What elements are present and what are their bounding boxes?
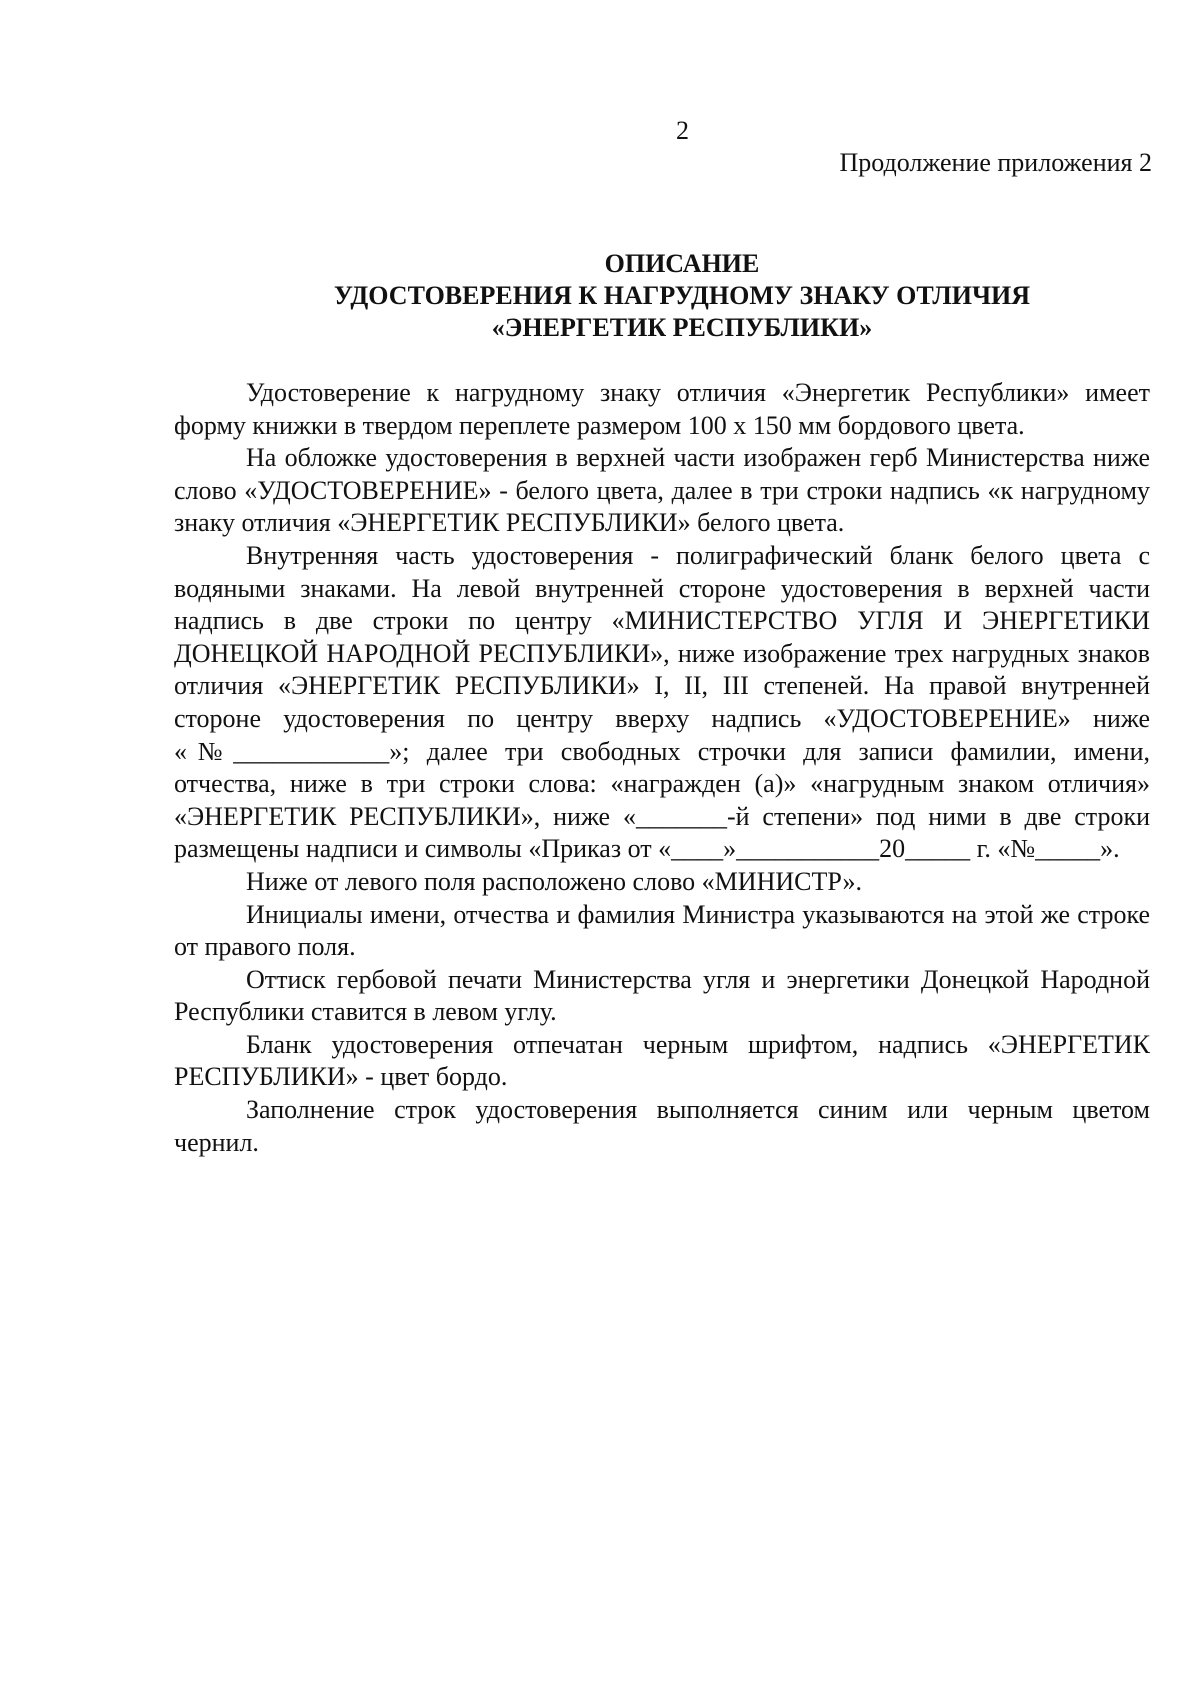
paragraph-print-color: Бланк удостоверения отпечатан черным шрифтом, надпись «ЭНЕРГЕТИК РЕСПУБЛИКИ» - цвет бордо. xyxy=(174,1029,1150,1092)
paragraph-ink-color: Заполнение строк удостоверения выполняется синим или черным цветом чернил. xyxy=(174,1095,1150,1157)
title-line-2: УДОСТОВЕРЕНИЯ К НАГРУДНОМУ ЗНАКУ ОТЛИЧИЯ xyxy=(333,281,1031,310)
paragraph-inner-part: Внутренняя часть удостоверения - полиграфический бланк белого цвета с водяными знаками. На левой внутренней стороне удостоверения в верхней части надпись в две строки по центру «МИНИСТЕРСТВО УГЛЯ И ЭНЕРГЕТИКИ ДОНЕЦКОЙ НАРОДНОЙ РЕСПУБЛИКИ», ниже изображение трех нагрудных знаков отличия «ЭНЕРГЕТИК РЕСПУБЛИКИ» I, II, III степеней. На правой внутренней стороне удостоверения по центру вверху надпись «УДОСТОВЕРЕНИЕ» ниже «№____________»; далее три свободных строчки для записи фамилии, имени, отчества, ниже в три строки слова: «награжден (а)» «нагрудным знаком отличия» «ЭНЕРГЕТИК РЕСПУБЛИКИ», ниже «_______-й степени» под ними в две строки размещены надписи и символы «Приказ от «____»___________20_____ г. «№_____». xyxy=(174,540,1150,864)
paragraph-minister-word: Ниже от левого поля расположено слово «МИНИСТР». xyxy=(246,866,862,896)
title-line-3: «ЭНЕРГЕТИК РЕСПУБЛИКИ» xyxy=(491,313,873,342)
paragraph-cover: На обложке удостоверения в верхней части изображен герб Министерства ниже слово «УДОСТОВЕРЕНИЕ» - белого цвета, далее в три строки надпись «к нагрудному знаку отличия «ЭНЕРГЕТИК РЕСПУБЛИКИ» белого цвета. xyxy=(174,443,1150,538)
appendix-continuation-note: Продолжение приложения 2 xyxy=(839,148,1152,177)
paragraph-minister-initials: Инициалы имени, отчества и фамилия Министра указываются на этой же строке от правого поля. xyxy=(174,899,1150,962)
paragraph-seal: Оттиск гербовой печати Министерства угля и энергетики Донецкой Народной Республики ставится в левом углу. xyxy=(174,964,1150,1027)
page-number: 2 xyxy=(676,116,689,145)
document-body xyxy=(174,377,1150,1159)
document-title xyxy=(174,248,1190,344)
title-line-1: ОПИСАНИЕ xyxy=(604,249,760,278)
paragraph-format: Удостоверение к нагрудному знаку отличия «Энергетик Республики» имеет форму книжки в твердом переплете размером 100 х 150 мм бордового цвета. xyxy=(174,378,1150,440)
